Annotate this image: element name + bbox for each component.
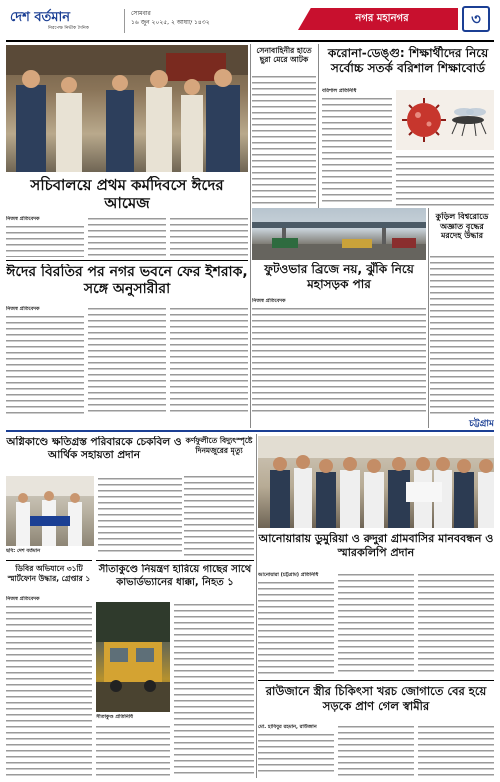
train-photo [96, 602, 170, 712]
covid-byline: বরিশাল প্রতিনিধি [322, 88, 357, 94]
masthead-date: সোমবার ১৬ জুন ২০২৫, ২ আষাঢ় ১৪৩২ [124, 9, 234, 33]
col-rule-bottom [256, 434, 257, 778]
fire-headline: অগ্নিকাণ্ডে ক্ষতিগ্রস্ত পরিবারকে চেকবিল ও আর্থিক সহায়তা প্রদান [6, 436, 182, 461]
human-chain-body-col3 [418, 572, 494, 676]
mayor-body-col1 [6, 314, 84, 414]
masthead-tagline: নিরপেক্ষ নির্ভীক দৈনিক [48, 26, 89, 31]
wife-body-col1 [258, 732, 334, 776]
rule-train [96, 560, 254, 561]
virus-illustration [396, 90, 494, 150]
human-chain-byline: আনোয়ারা (চট্টগ্রাম) প্রতিনিধি [258, 572, 319, 578]
fire-photo [6, 476, 94, 546]
footover-headline: ফুটওভার ব্রিজে নয়, ঝুঁকি নিয়ে মহাসড়ক পার [264, 262, 414, 291]
rule-mayor [6, 260, 248, 261]
train-photo-caption: সীতাকুণ্ড প্রতিনিধি [96, 714, 133, 720]
section-title: নগর মহানগর [355, 13, 409, 24]
fire-body [98, 476, 182, 556]
human-chain-body-col1 [258, 580, 334, 676]
human-chain-headline: আনোয়ারায় ডুমুরিয়া ও রুদুরা গ্রামবাসির মানববন্ধন ও স্মারকলিপি প্রদান [258, 532, 494, 559]
fire-photo-caption: ছবি: দেশ বর্তমান [6, 548, 41, 554]
top-small-body [252, 74, 316, 204]
lead-body [6, 224, 84, 257]
footover-body [252, 306, 426, 414]
train-body-col1 [174, 602, 254, 776]
chattogram-label: চট্টগ্রাম [469, 419, 494, 429]
lead-byline: নিজস্ব প্রতিবেদক [6, 216, 40, 222]
col-rule-right [428, 208, 429, 428]
drive-body [6, 604, 92, 776]
rule-drive [6, 560, 92, 561]
drive-byline: নিজস্ব প্রতিবেদক [6, 596, 40, 602]
rule-wife [258, 680, 494, 681]
masthead-rule [6, 40, 494, 42]
mayor-body-col3 [170, 306, 248, 414]
covid-headline: করোনা-ডেঙ্গু: শিক্ষার্থীদের নিয়ে সর্বোচ্চ সতর্ক বরিশাল শিক্ষাবোর্ড [327, 46, 489, 75]
mayor-headline: ঈদের বিরতির পর নগর ভবনে ফের ইশরাক, সঙ্গে অনুসারীরা [6, 264, 248, 297]
mayor-body-col2 [88, 306, 166, 414]
wife-headline: রাউজানে স্ত্রীর চিকিৎসা খরচ জোগাতে বের হয়ে সড়কে প্রাণ গেল স্বামীর [265, 684, 487, 713]
mayor-byline: নিজস্ব প্রতিবেদক [6, 306, 40, 312]
col-rule-top [250, 44, 251, 428]
electric-headline: কর্ণফুলীতে বিদ্যুৎস্পৃষ্টে দিনমজুরের মৃত্যু [185, 436, 253, 455]
lead-body-col2 [88, 216, 166, 257]
wife-body-col3 [418, 724, 494, 776]
human-chain-body-col2 [338, 572, 414, 676]
train-headline: সীতাকুণ্ডে নিয়ন্ত্রণ হারিয়ে গাছের সাথে কাভার্ডভ্যানের ধাক্কা, নিহত ১ [98, 564, 252, 588]
kuril-headline: কুড়িল বিশ্বরোডে অজ্ঞাত বৃদ্ধের মরদেহ উদ্ধার [435, 212, 489, 240]
drive-headline: ডিবির অভিযানে ৩১টি স্মার্টফোন উদ্ধার, গ্রেপ্তার ১ [7, 564, 91, 583]
lead-photo [6, 45, 248, 172]
masthead-logo: দেশ বর্তমান [10, 10, 71, 25]
wife-body-col2 [338, 724, 414, 776]
wife-byline: মো. হাবিবুর রহমান, রাউজান [258, 724, 317, 730]
footover-byline: নিজস্ব প্রতিবেদক [252, 298, 286, 304]
covid-body-col2 [396, 154, 494, 206]
covid-body-col1 [322, 96, 392, 206]
col-rule [318, 44, 319, 209]
electric-body [184, 474, 254, 556]
masthead [0, 0, 500, 40]
kuril-body [430, 254, 494, 414]
lead-body-col3 [170, 216, 248, 257]
train-body-below [96, 724, 170, 776]
section-divider [6, 430, 494, 432]
lead-headline: সচিবালয়ে প্রথম কর্মদিবসে ঈদের আমেজ [30, 176, 224, 212]
page-number: ৩ [462, 6, 490, 32]
footover-photo [252, 208, 426, 260]
top-small-headline: সেনাবাহিনীর হাতে ছুরা মেরে আটক [256, 46, 312, 64]
human-chain-photo [258, 436, 494, 528]
